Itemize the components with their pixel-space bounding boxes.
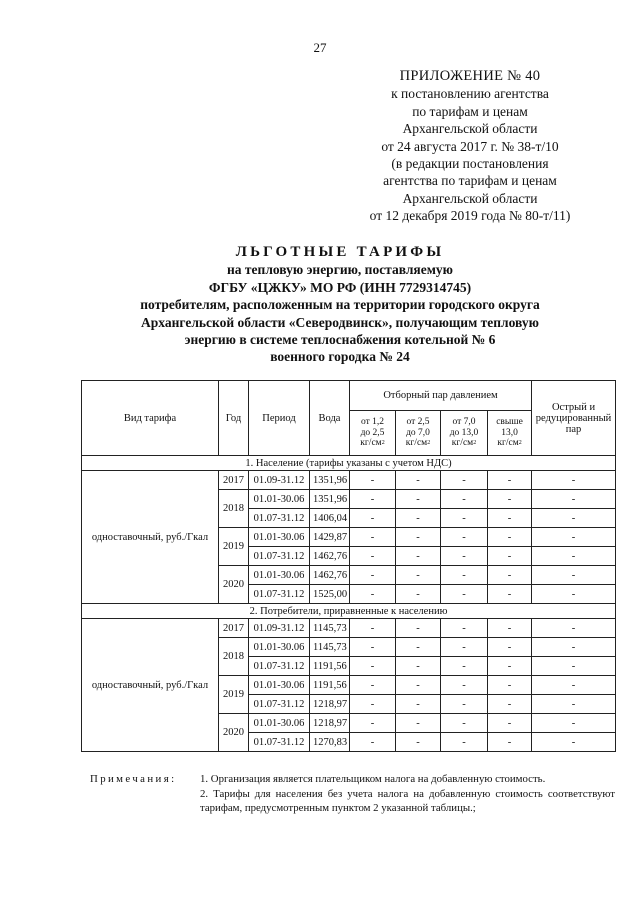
- appendix-line: от 12 декабря 2019 года № 80-т/11): [369, 208, 571, 224]
- dash-cell: -: [350, 509, 396, 528]
- period-cell: 01.01-30.06: [249, 528, 310, 547]
- dash-cell: -: [532, 490, 616, 509]
- dash-cell: -: [441, 638, 488, 657]
- dash-cell: -: [350, 528, 396, 547]
- dash-cell: -: [441, 714, 488, 733]
- dash-cell: -: [532, 585, 616, 604]
- dash-cell: -: [532, 471, 616, 490]
- dash-cell: -: [441, 733, 488, 752]
- dash-cell: -: [488, 585, 532, 604]
- dash-cell: -: [396, 676, 441, 695]
- water-cell: 1351,96: [310, 471, 350, 490]
- page-number: 27: [313, 40, 327, 55]
- dash-cell: -: [441, 566, 488, 585]
- dash-cell: -: [350, 619, 396, 638]
- header-year: Год: [219, 381, 249, 456]
- dash-cell: -: [532, 638, 616, 657]
- tariff-kind: одноставочный, руб./Гкал: [82, 619, 219, 752]
- water-cell: 1462,76: [310, 547, 350, 566]
- dash-cell: -: [350, 585, 396, 604]
- dash-cell: -: [441, 695, 488, 714]
- dash-cell: -: [532, 566, 616, 585]
- period-cell: 01.09-31.12: [249, 471, 310, 490]
- water-cell: 1218,97: [310, 714, 350, 733]
- dash-cell: -: [532, 714, 616, 733]
- water-cell: 1191,56: [310, 676, 350, 695]
- dash-cell: -: [441, 509, 488, 528]
- header-water: Вода: [310, 381, 350, 456]
- dash-cell: -: [396, 695, 441, 714]
- period-cell: 01.09-31.12: [249, 619, 310, 638]
- dash-cell: -: [396, 714, 441, 733]
- dash-cell: -: [488, 528, 532, 547]
- year-cell: 2017: [219, 471, 249, 490]
- section-title: 1. Население (тарифы указаны с учетом НДС): [82, 456, 616, 471]
- dash-cell: -: [532, 676, 616, 695]
- dash-cell: -: [532, 695, 616, 714]
- dash-cell: -: [396, 471, 441, 490]
- period-cell: 01.01-30.06: [249, 714, 310, 733]
- period-cell: 01.07-31.12: [249, 547, 310, 566]
- dash-cell: -: [532, 619, 616, 638]
- year-cell: 2017: [219, 619, 249, 638]
- year-cell: 2019: [219, 676, 249, 714]
- dash-cell: -: [350, 714, 396, 733]
- title-line: энергию в системе теплоснабжения котельной № 6: [184, 332, 496, 348]
- header-steam-1: от 1,2 до 2,5 $кг/см^2$: [350, 411, 396, 456]
- header-steam-group: Отборный пар давлением: [350, 381, 532, 411]
- water-cell: 1351,96: [310, 490, 350, 509]
- dash-cell: -: [396, 657, 441, 676]
- appendix-line: по тарифам и ценам: [412, 103, 528, 119]
- dash-cell: -: [441, 547, 488, 566]
- appendix-line: Архангельской области: [402, 190, 538, 206]
- dash-cell: -: [488, 471, 532, 490]
- dash-cell: -: [350, 733, 396, 752]
- table-row: [82, 471, 616, 490]
- dash-cell: -: [396, 585, 441, 604]
- table-row: [82, 619, 616, 638]
- period-cell: 01.07-31.12: [249, 695, 310, 714]
- period-cell: 01.01-30.06: [249, 566, 310, 585]
- water-cell: 1462,76: [310, 566, 350, 585]
- dash-cell: -: [488, 638, 532, 657]
- title-main: ЛЬГОТНЫЕ ТАРИФЫ: [235, 244, 445, 260]
- header-steam-4: свыше 13,0 $кг/см^2$: [488, 411, 532, 456]
- dash-cell: -: [532, 733, 616, 752]
- dash-cell: -: [441, 619, 488, 638]
- period-cell: 01.07-31.12: [249, 657, 310, 676]
- dash-cell: -: [488, 695, 532, 714]
- note-item: 2. Тарифы для населения без учета налога на добавленную стоимость соответствуют тарифам, предусмотренным пунктом 2 указанной таблицы.;: [200, 787, 615, 814]
- appendix-line: (в редакции постановления: [391, 156, 549, 172]
- dash-cell: -: [441, 471, 488, 490]
- dash-cell: -: [441, 585, 488, 604]
- dash-cell: -: [396, 547, 441, 566]
- dash-cell: -: [396, 528, 441, 547]
- water-cell: 1218,97: [310, 695, 350, 714]
- dash-cell: -: [488, 733, 532, 752]
- appendix-line: от 24 августа 2017 г. № 38-т/10: [381, 138, 559, 154]
- appendix-line: Архангельской области: [402, 121, 538, 137]
- period-cell: 01.07-31.12: [249, 509, 310, 528]
- note-item: 1. Организация является плательщиком налога на добавленную стоимость.: [200, 773, 546, 785]
- dash-cell: -: [441, 657, 488, 676]
- header-period: Период: [249, 381, 310, 456]
- section-title: 2. Потребители, приравненные к населению: [82, 604, 616, 619]
- dash-cell: -: [532, 509, 616, 528]
- dash-cell: -: [350, 547, 396, 566]
- header-kind: Вид тарифа: [82, 381, 219, 456]
- dash-cell: -: [350, 657, 396, 676]
- dash-cell: -: [396, 638, 441, 657]
- header-steam-2: от 2,5 до 7,0 $кг/см^2$: [396, 411, 441, 456]
- period-cell: 01.07-31.12: [249, 733, 310, 752]
- dash-cell: -: [396, 566, 441, 585]
- dash-cell: -: [488, 547, 532, 566]
- dash-cell: -: [488, 566, 532, 585]
- year-cell: 2018: [219, 638, 249, 676]
- header-steam-3: от 7,0 до 13,0 $кг/см^2$: [441, 411, 488, 456]
- dash-cell: -: [488, 676, 532, 695]
- water-cell: 1191,56: [310, 657, 350, 676]
- dash-cell: -: [396, 490, 441, 509]
- water-cell: 1270,83: [310, 733, 350, 752]
- tariff-table-body: [82, 456, 616, 752]
- dash-cell: -: [441, 528, 488, 547]
- dash-cell: -: [396, 509, 441, 528]
- dash-cell: -: [488, 509, 532, 528]
- title-line: военного городка № 24: [270, 349, 410, 365]
- period-cell: 01.07-31.12: [249, 585, 310, 604]
- period-cell: 01.01-30.06: [249, 490, 310, 509]
- appendix-line: агентства по тарифам и ценам: [383, 173, 557, 189]
- dash-cell: -: [350, 638, 396, 657]
- dash-cell: -: [396, 619, 441, 638]
- dash-cell: -: [396, 733, 441, 752]
- notes-label: Примечания:: [90, 773, 177, 785]
- appendix-line: ПРИЛОЖЕНИЕ № 40: [399, 68, 541, 84]
- title-line: на тепловую энергию, поставляемую: [227, 262, 453, 278]
- dash-cell: -: [350, 490, 396, 509]
- tariff-table: [81, 380, 616, 752]
- appendix-line: к постановлению агентства: [391, 86, 549, 102]
- dash-cell: -: [532, 547, 616, 566]
- tariff-kind: одноставочный, руб./Гкал: [82, 471, 219, 604]
- dash-cell: -: [350, 471, 396, 490]
- water-cell: 1406,04: [310, 509, 350, 528]
- document-title: [60, 244, 620, 366]
- dash-cell: -: [488, 657, 532, 676]
- title-line: потребителям, расположенным на территории городского округа: [140, 297, 540, 313]
- dash-cell: -: [350, 566, 396, 585]
- year-cell: 2019: [219, 528, 249, 566]
- year-cell: 2018: [219, 490, 249, 528]
- water-cell: 1145,73: [310, 619, 350, 638]
- dash-cell: -: [488, 619, 532, 638]
- dash-cell: -: [488, 714, 532, 733]
- dash-cell: -: [441, 490, 488, 509]
- water-cell: 1145,73: [310, 638, 350, 657]
- period-cell: 01.01-30.06: [249, 638, 310, 657]
- water-cell: 1525,00: [310, 585, 350, 604]
- dash-cell: -: [488, 490, 532, 509]
- title-line: Архангельской области «Северодвинск», получающим тепловую: [141, 314, 539, 330]
- year-cell: 2020: [219, 714, 249, 752]
- dash-cell: -: [350, 695, 396, 714]
- title-line: ФГБУ «ЦЖКУ» МО РФ (ИНН 7729314745): [208, 279, 472, 295]
- dash-cell: -: [350, 676, 396, 695]
- year-cell: 2020: [219, 566, 249, 604]
- dash-cell: -: [532, 657, 616, 676]
- header-sharp-steam: Острый и редуцированный пар: [532, 381, 616, 456]
- period-cell: 01.01-30.06: [249, 676, 310, 695]
- water-cell: 1429,87: [310, 528, 350, 547]
- dash-cell: -: [532, 528, 616, 547]
- appendix-block: [340, 68, 600, 225]
- dash-cell: -: [441, 676, 488, 695]
